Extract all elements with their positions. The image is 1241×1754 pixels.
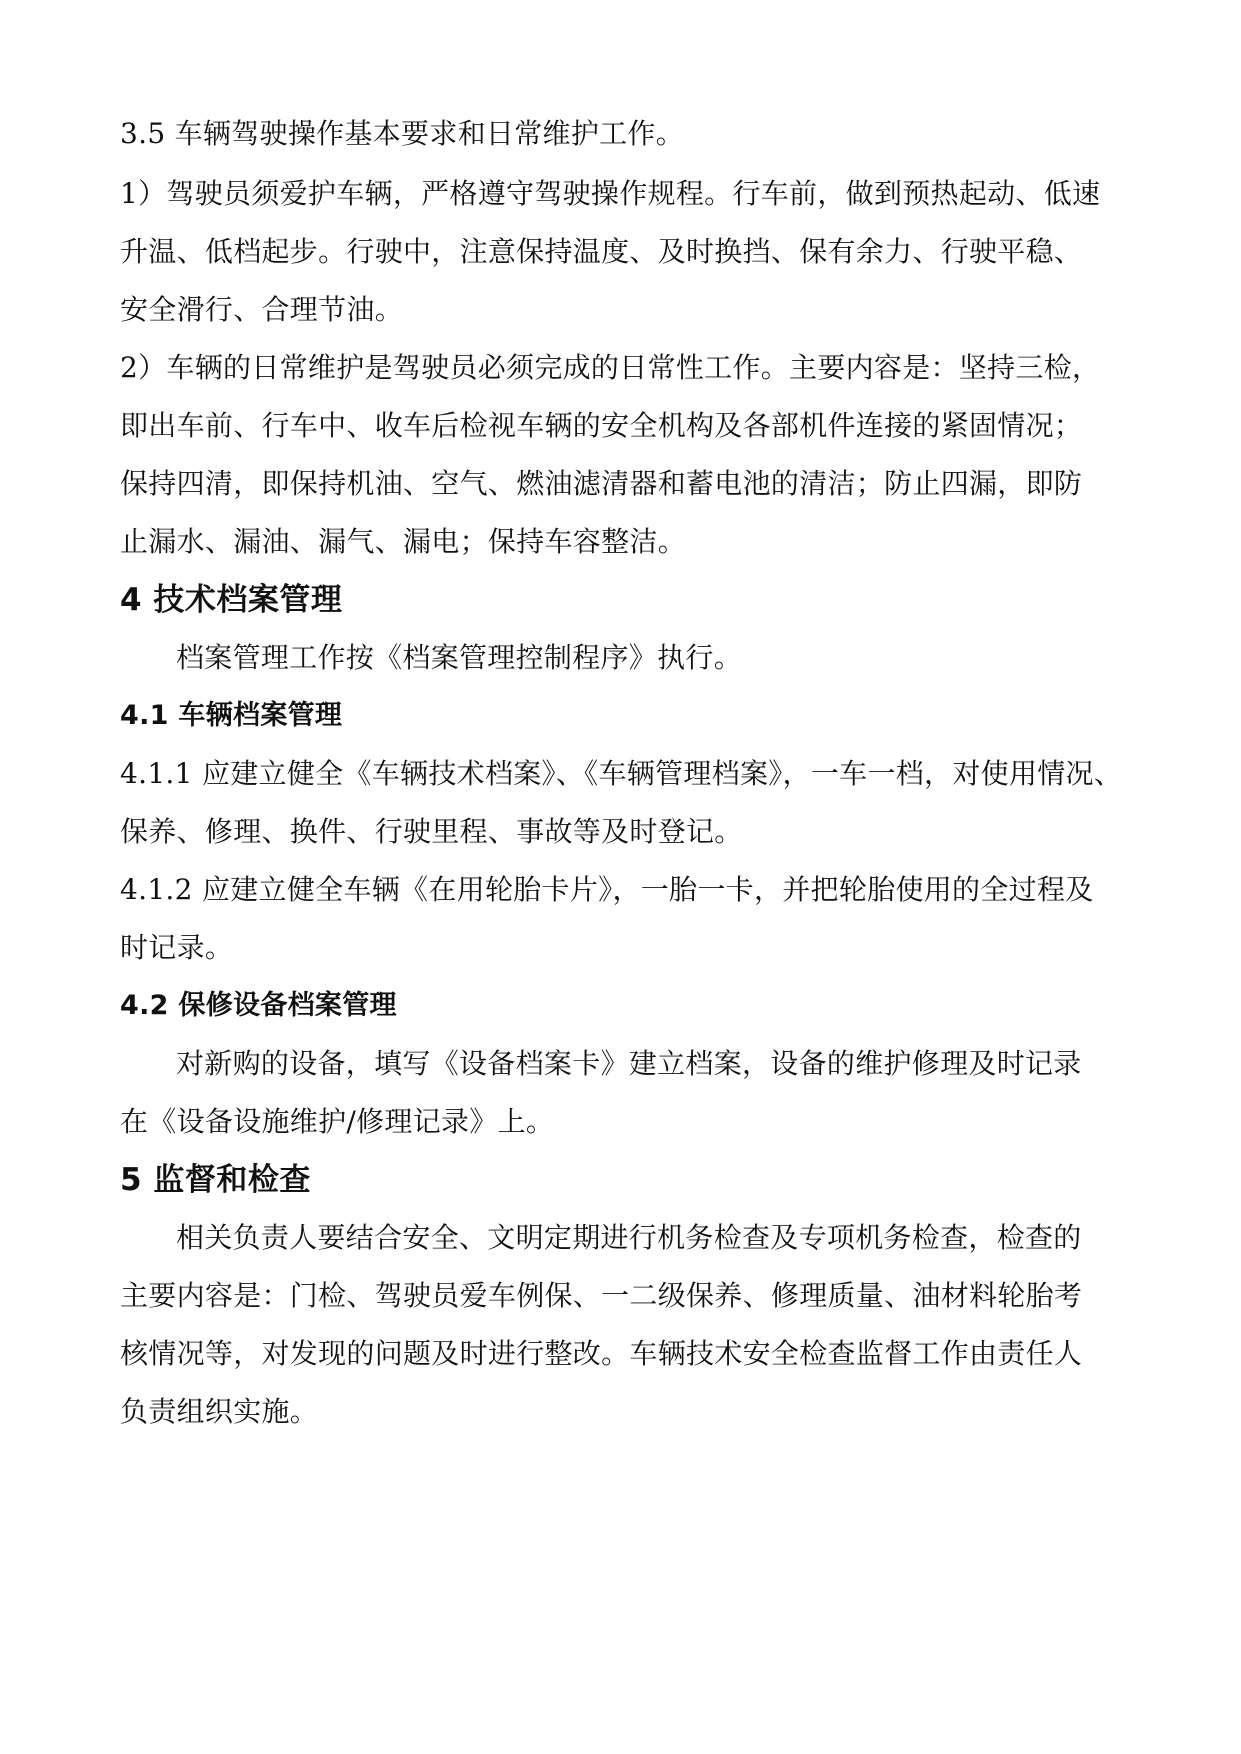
paragraph-line: 保持四清，即保持机油、空气、燃油滤清器和蓄电池的清洁；防止四漏，即防 [120, 467, 1083, 500]
paragraph-line: 主要内容是：门检、驾驶员爱车例保、一二级保养、修理质量、油材料轮胎考 [120, 1279, 1083, 1312]
paragraph-line: 负责组织实施。 [120, 1395, 319, 1428]
paragraph-line: 1）驾驶员须爱护车辆，严格遵守驾驶操作规程。行车前，做到预热起动、低速 [120, 177, 1101, 210]
paragraph-line: 核情况等，对发现的问题及时进行整改。车辆技术安全检查监督工作由责任人 [120, 1337, 1083, 1370]
paragraph-line: 时记录。 [120, 931, 234, 964]
paragraph-line: 2）车辆的日常维护是驾驶员必须完成的日常性工作。主要内容是：坚持三检， [120, 351, 1101, 384]
paragraph-line: 4.1.1 应建立健全《车辆技术档案》、《车辆管理档案》，一车一档，对使用情况、 [120, 757, 1123, 790]
paragraph-line: 对新购的设备，填写《设备档案卡》建立档案，设备的维护修理及时记录 [176, 1047, 1082, 1080]
section-5-heading: 5 监督和检查 [120, 1162, 311, 1198]
paragraph-line: 即出车前、行车中、收车后检视车辆的安全机构及各部机件连接的紧固情况； [120, 409, 1083, 442]
paragraph-line: 在《设备设施维护/修理记录》上。 [120, 1105, 555, 1138]
section-3-5-heading: 3.5 车辆驾驶操作基本要求和日常维护工作。 [120, 117, 685, 150]
paragraph-line: 保养、修理、换件、行驶里程、事故等及时登记。 [120, 815, 743, 848]
paragraph-line: 止漏水、漏油、漏气、漏电；保持车容整洁。 [120, 525, 687, 558]
document-page [120, 0, 1123, 1754]
paragraph-line: 相关负责人要结合安全、文明定期进行机务检查及专项机务检查，检查的 [176, 1221, 1082, 1254]
paragraph-line: 升温、低档起步。行驶中，注意保持温度、及时换挡、保有余力、行驶平稳、 [120, 235, 1083, 268]
paragraph-line: 4.1.2 应建立健全车辆《在用轮胎卡片》，一胎一卡，并把轮胎使用的全过程及 [120, 873, 1094, 906]
section-4-intro: 档案管理工作按《档案管理控制程序》执行。 [176, 641, 743, 674]
section-4-1-heading: 4.1 车辆档案管理 [120, 700, 343, 731]
section-4-heading: 4 技术档案管理 [120, 582, 343, 618]
section-4-2-heading: 4.2 保修设备档案管理 [120, 990, 397, 1021]
paragraph-line: 安全滑行、合理节油。 [120, 293, 404, 326]
